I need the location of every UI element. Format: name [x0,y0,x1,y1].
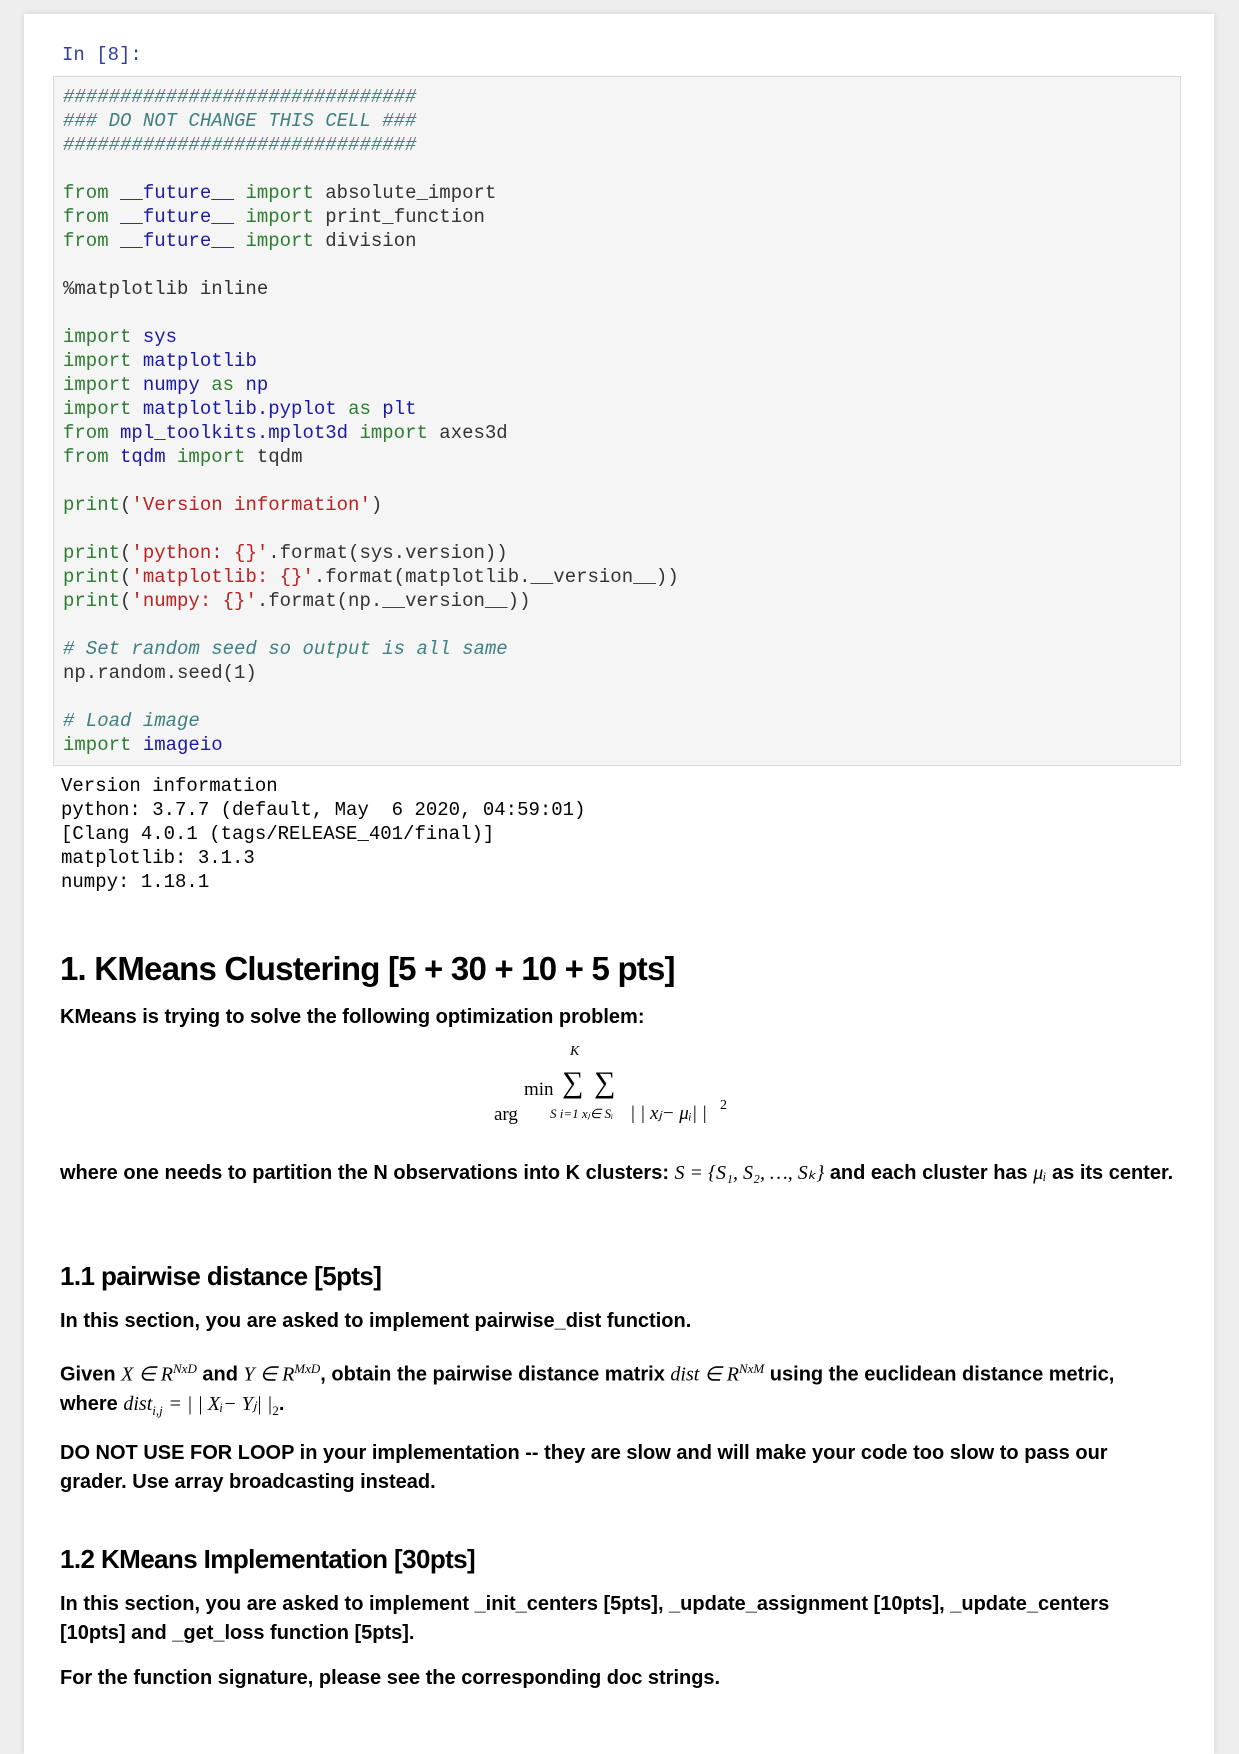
input-prompt: In [8]: [62,44,142,66]
formula-sum-1: ∑ [562,1066,584,1099]
kmeans-intro: In this section, you are asked to implement _init_centers [5pts], _update_assignment [10pts], _update_centers [10pts] and _get_loss function [5pts]. [60,1593,1110,1644]
code-cell[interactable] [53,76,1181,766]
section-heading-kmeans: 1. KMeans Clustering [5 + 30 + 10 + 5 pts] [60,950,675,987]
optimization-formula [494,1044,754,1134]
formula-sum-2: ∑ [594,1066,616,1099]
banner-line: ############################### [63,134,417,156]
partition-paragraph: where one needs to partition the N observations into K clusters: S = {S₁, S₂, …, Sₖ} and each cluster has μᵢ as its center. [60,1162,1174,1184]
banner-line: ############################### [63,86,417,108]
section-heading-kmeans-impl: 1.2 KMeans Implementation [30pts] [60,1544,476,1574]
banner-line: ### DO NOT CHANGE THIS CELL ### [63,110,417,132]
formula-body: | | xⱼ− μᵢ| | [630,1103,708,1124]
signature-note: For the function signature, please see the corresponding doc strings. [60,1667,721,1689]
formula-K: K [570,1044,580,1059]
code-comment: # Set random seed so output is all same [63,638,508,660]
code-editor[interactable]: ############################### ### DO NOT CHANGE THIS CELL ### ############################### from __future__ import absolute_import from __future__ import print_function from __future__ import division %matplotlib inline import sys import matplotlib import numpy as np import matplotlib.pyplot as plt from mpl_toolkits.mplot3d import axes3d from tqdm import tqdm print('Version information') print('python: {}'.format(sys.version)) print('matplotlib: {}'.format(matplotlib.__version__)) print('numpy: {}'.format(np.__version__)) # Set random seed so output is all same np.random.seed(1) # Load image import imageio [63,86,679,756]
pairwise-definition: Given X ∈ $R^{NxD}$ and Y ∈ $R^{MxD}$, obtain the pairwise distance matrix dist ∈ $R^{NxM}$ using the euclidean distance metric, where dist$_{i,j}$ = | | Xᵢ− Yⱼ| $|_2$. [60,1361,1115,1418]
formula-arg: arg [494,1104,518,1125]
pairwise-intro: In this section, you are asked to implement pairwise_dist function. [60,1310,692,1332]
formula-min: min [524,1079,554,1100]
notebook-page [24,14,1214,1754]
intro-paragraph: KMeans is trying to solve the following optimization problem: [60,1006,645,1028]
formula-exponent: 2 [720,1098,727,1113]
formula-subscripts: S i=1 xⱼ∈ Sᵢ [550,1106,614,1121]
magic-line: %matplotlib inline [63,278,269,300]
loop-warning: DO NOT USE FOR LOOP in your implementation -- they are slow and will make your code too slow to pass our grader. Use array broadcasting instead. [60,1442,1108,1493]
section-heading-pairwise: 1.1 pairwise distance [5pts] [60,1261,382,1291]
cell-output: Version information python: 3.7.7 (default, May 6 2020, 04:59:01) [Clang 4.0.1 (tags/RELEASE_401/final)] matplotlib: 3.1.3 numpy: 1.18.1 [61,775,586,893]
code-comment: # Load image [63,710,200,732]
